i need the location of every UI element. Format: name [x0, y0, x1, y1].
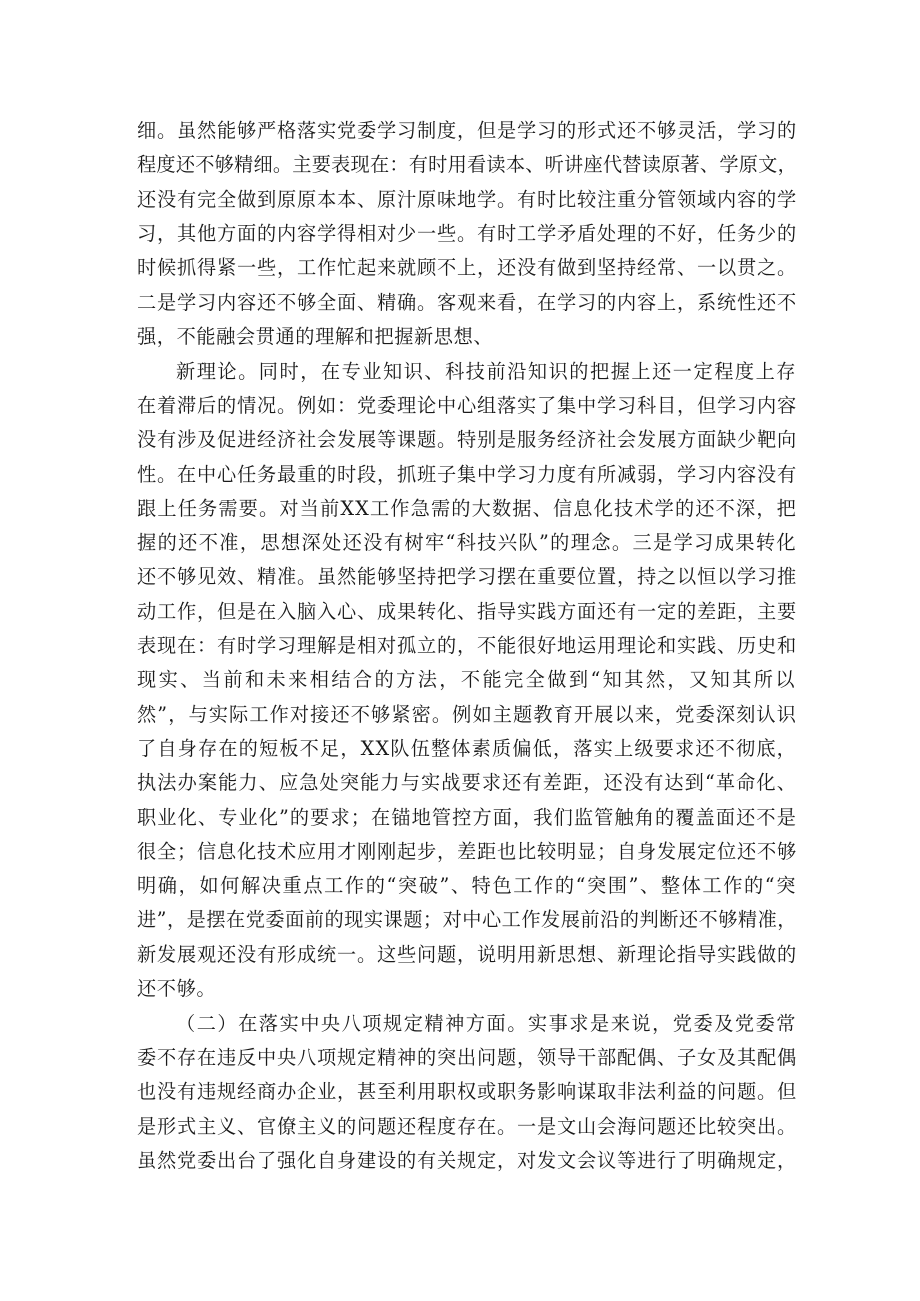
paragraph-first-line: 新理论。同时，在专业知识、科技前沿知识的把握上还一定程度上存 [176, 360, 797, 383]
text-line: 时候抓得紧一些，工作忙起来就顾不上，还没有做到坚持经常、一以贯之。 [137, 256, 797, 279]
text-line: 强，不能融会贯通的理解和把握新思想、 [137, 325, 494, 348]
text-line: 没有涉及促进经济社会发展等课题。特别是服务经济社会发展方面缺少靶向 [137, 428, 797, 451]
text-line: 还不够见效、精准。虽然能够坚持把学习摆在重要位置，持之以恒以学习推 [137, 565, 797, 588]
text-line: 了自身存在的短板不足，XX队伍整体素质偏低，落实上级要求还不彻底， [137, 737, 797, 760]
text-line: 然”，与实际工作对接还不够紧密。例如主题教育开展以来，党委深刻认识 [137, 703, 797, 726]
text-line: 执法办案能力、应急处突能力与实战要求还有差距，还没有达到“革命化、 [137, 771, 797, 794]
text-line: 跟上任务需要。对当前XX工作急需的大数据、信息化技术学的还不深，把 [137, 497, 797, 520]
text-line: 明确，如何解决重点工作的“突破”、特色工作的“突围”、整体工作的“突 [137, 874, 797, 897]
text-line: 习，其他方面的内容学得相对少一些。有时工学矛盾处理的不好，任务少的 [137, 222, 797, 245]
text-line: 进”，是摆在党委面前的现实课题；对中心工作发展前沿的判断还不够精准， [137, 908, 797, 931]
text-line: 程度还不够精细。主要表现在：有时用看读本、听讲座代替读原著、学原文， [137, 153, 797, 176]
text-line: 动工作，但是在入脑入心、成果转化、指导实践方面还有一定的差距，主要 [137, 600, 797, 623]
text-line: 性。在中心任务最重的时段，抓班子集中学习力度有所减弱，学习内容没有 [137, 463, 797, 486]
paragraph-first-line: （二）在落实中央八项规定精神方面。实事求是来说，党委及党委常 [176, 1012, 797, 1035]
text-line: 新发展观还没有形成统一。这些问题，说明用新思想、新理论指导实践做的 [137, 943, 797, 966]
text-line: 也没有违规经商办企业，甚至利用职权或职务影响谋取非法利益的问题。但 [137, 1080, 797, 1103]
text-line: 握的还不准，思想深处还没有树牢“科技兴队”的理念。三是学习成果转化 [137, 531, 797, 554]
text-line: 虽然党委出台了强化自身建设的有关规定，对发文会议等进行了明确规定， [137, 1149, 797, 1172]
text-line: 现实、当前和未来相结合的方法，不能完全做到“知其然，又知其所以 [137, 668, 797, 691]
text-line: 表现在：有时学习理解是相对孤立的，不能很好地运用理论和实践、历史和 [137, 634, 797, 657]
text-line: 委不存在违反中央八项规定精神的突出问题，领导干部配偶、子女及其配偶 [137, 1046, 797, 1069]
text-line: 还不够。 [137, 977, 217, 1000]
text-line: 职业化、专业化”的要求；在锚地管控方面，我们监管触角的覆盖面还不是 [137, 806, 797, 829]
text-line: 细。虽然能够严格落实党委学习制度，但是学习的形式还不够灵活，学习的 [137, 119, 797, 142]
text-line: 是形式主义、官僚主义的问题还程度存在。一是文山会海问题还比较突出。 [137, 1115, 797, 1138]
text-line: 还没有完全做到原原本本、原汁原味地学。有时比较注重分管领域内容的学 [137, 188, 797, 211]
text-line: 在着滞后的情况。例如：党委理论中心组落实了集中学习科目，但学习内容 [137, 394, 797, 417]
text-line: 很全；信息化技术应用才刚刚起步，差距也比较明显；自身发展定位还不够 [137, 840, 797, 863]
text-line: 二是学习内容还不够全面、精确。客观来看，在学习的内容上，系统性还不 [137, 291, 797, 314]
